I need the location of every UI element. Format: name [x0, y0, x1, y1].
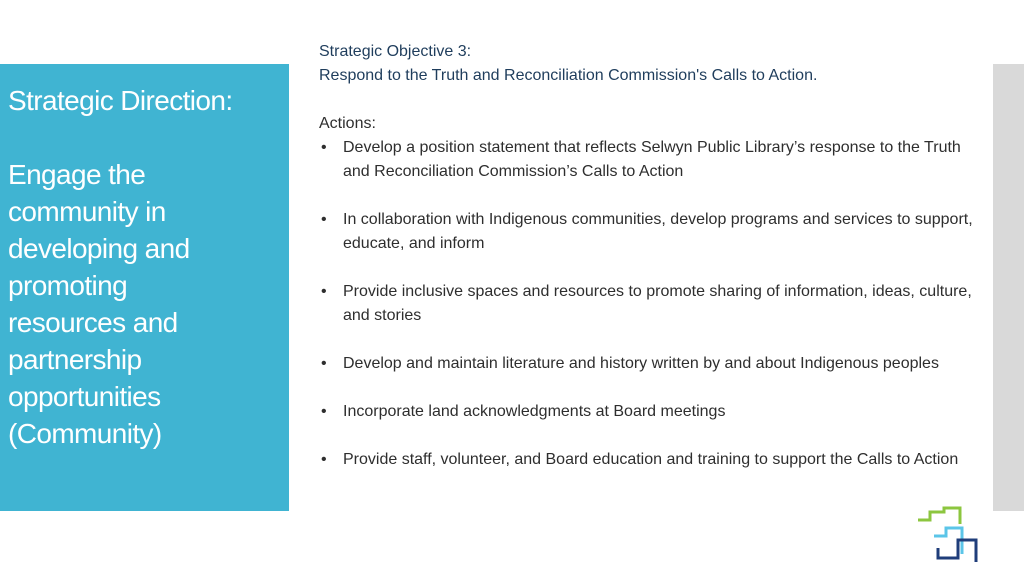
action-item: • Provide inclusive spaces and resources to promote sharing of information, ideas, culture, and stories	[319, 280, 979, 328]
direction-line: developing and	[8, 233, 190, 264]
direction-line: promoting	[8, 270, 128, 301]
action-item: • Provide staff, volunteer, and Board education and training to support the Calls to Action	[319, 448, 979, 472]
direction-line: opportunities	[8, 381, 161, 412]
actions-label: Actions:	[319, 115, 376, 132]
actions-list	[319, 136, 979, 472]
direction-line: partnership	[8, 344, 142, 375]
action-item: • Develop and maintain literature and history written by and about Indigenous peoples	[319, 352, 979, 376]
direction-line: (Community)	[8, 418, 162, 449]
library-logo-icon	[916, 506, 978, 564]
strategic-direction-heading	[8, 82, 283, 452]
direction-line: Engage the	[8, 159, 146, 190]
action-item: • Incorporate land acknowledgments at Board meetings	[319, 400, 979, 424]
action-item: • In collaboration with Indigenous communities, develop programs and services to support, educate, and inform	[319, 208, 979, 256]
right-sidebar-bar	[993, 64, 1024, 511]
strategic-direction-label: Strategic Direction:	[8, 85, 233, 116]
logo-navy-stroke	[938, 540, 976, 562]
objective-content	[319, 40, 979, 496]
objective-title: Strategic Objective 3:	[319, 43, 472, 60]
direction-line: resources and	[8, 307, 178, 338]
action-item: • Develop a position statement that reflects Selwyn Public Library’s response to the Truth and Reconciliation Commission’s Calls to Action	[319, 136, 979, 184]
logo-green-stroke	[918, 508, 960, 524]
objective-text: Respond to the Truth and Reconciliation Commission's Calls to Action.	[319, 67, 818, 84]
direction-line: community in	[8, 196, 166, 227]
